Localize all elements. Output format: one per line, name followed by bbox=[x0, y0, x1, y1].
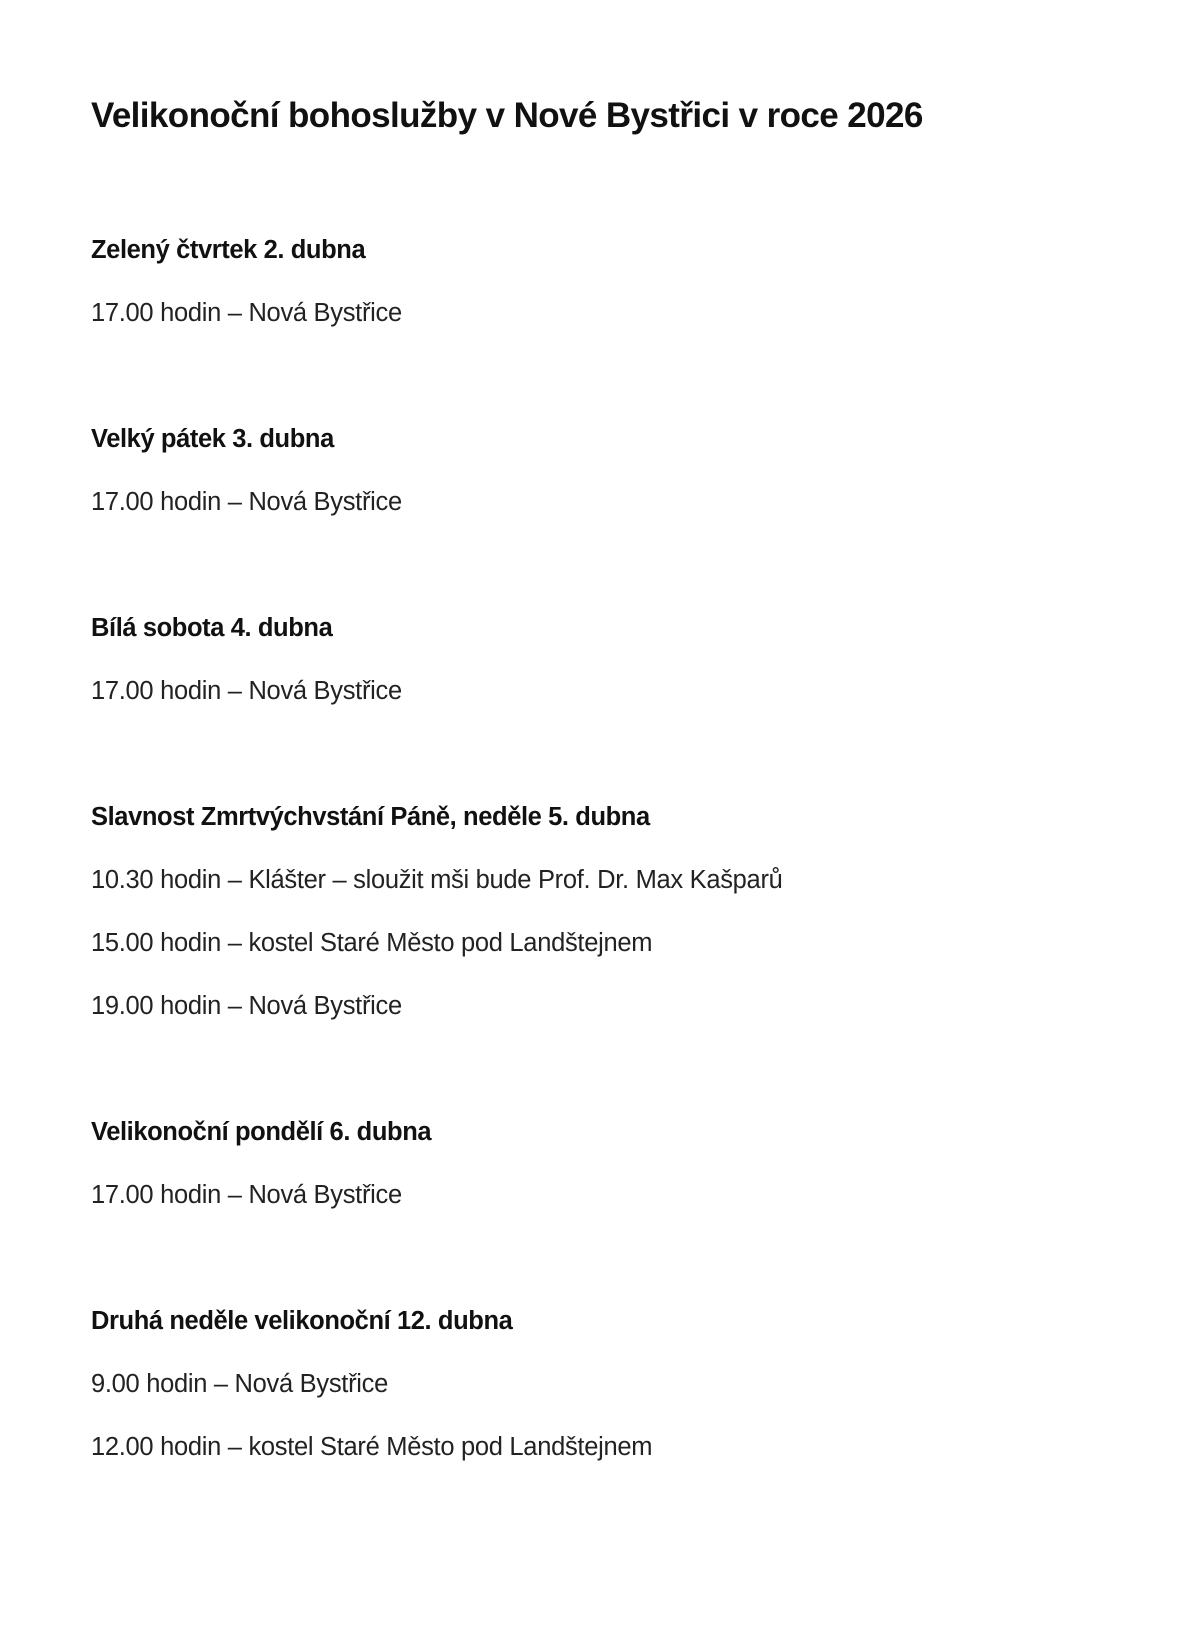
service-entry: 15.00 hodin – kostel Staré Město pod Landštejnem bbox=[91, 929, 653, 957]
section-heading: Velikonoční pondělí 6. dubna bbox=[91, 1118, 432, 1146]
service-entry: 17.00 hodin – Nová Bystřice bbox=[91, 488, 402, 516]
service-entry: 17.00 hodin – Nová Bystřice bbox=[91, 677, 402, 705]
service-entry: 12.00 hodin – kostel Staré Město pod Landštejnem bbox=[91, 1433, 653, 1461]
section-heading: Slavnost Zmrtvýchvstání Páně, neděle 5. dubna bbox=[91, 803, 650, 831]
service-entry: 19.00 hodin – Nová Bystřice bbox=[91, 992, 402, 1020]
section-heading: Velký pátek 3. dubna bbox=[91, 425, 334, 453]
service-entry: 17.00 hodin – Nová Bystřice bbox=[91, 1181, 402, 1209]
section-heading: Bílá sobota 4. dubna bbox=[91, 614, 333, 642]
document-title: Velikonoční bohoslužby v Nové Bystřici v roce 2026 bbox=[91, 96, 923, 135]
service-entry: 9.00 hodin – Nová Bystřice bbox=[91, 1370, 388, 1398]
section-heading: Zelený čtvrtek 2. dubna bbox=[91, 236, 366, 264]
section-heading: Druhá neděle velikonoční 12. dubna bbox=[91, 1307, 513, 1335]
service-entry: 17.00 hodin – Nová Bystřice bbox=[91, 299, 402, 327]
service-entry: 10.30 hodin – Klášter – sloužit mši bude Prof. Dr. Max Kašparů bbox=[91, 866, 783, 894]
